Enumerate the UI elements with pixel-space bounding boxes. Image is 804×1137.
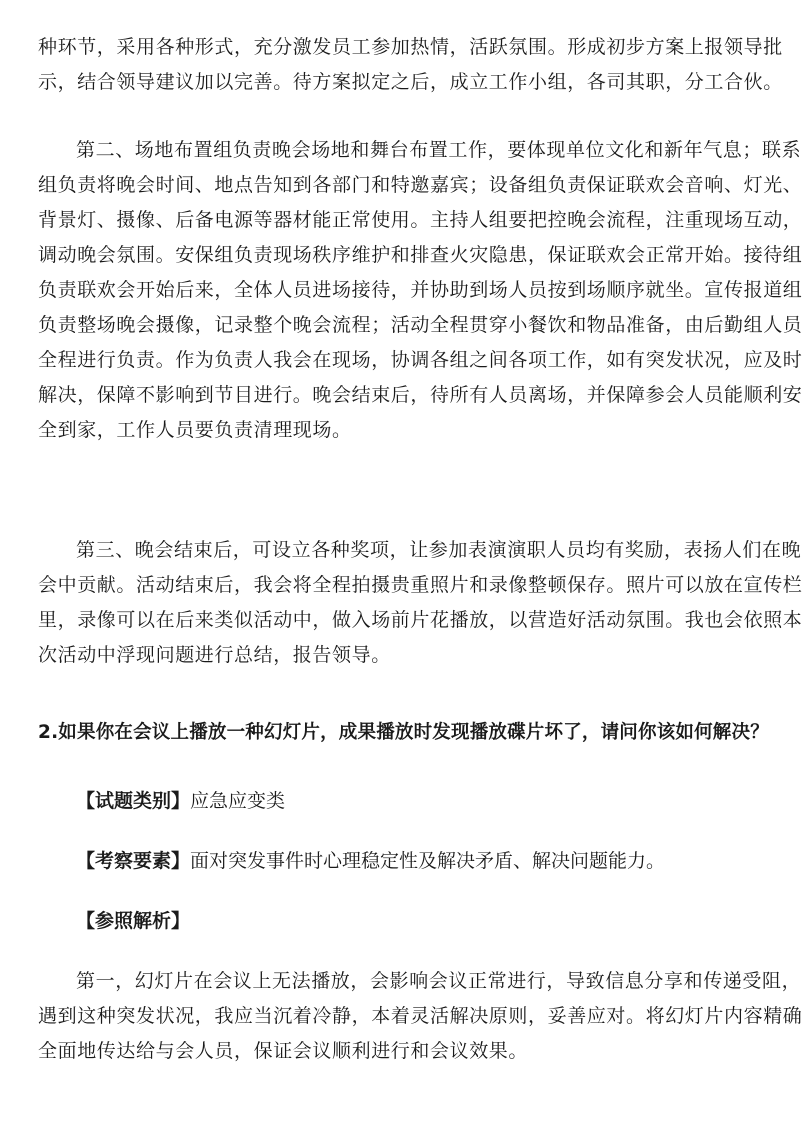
text-line: 调动晚会氛围。安保组负责现场秩序维护和排查火灾隐患，保证联欢会正常开始。接待组 [38, 244, 803, 266]
text-line: 背景灯、摄像、后备电源等器材能正常使用。主持人组要把控晚会流程，注重现场互动， [38, 209, 803, 231]
text-line: 负责整场晚会摄像，记录整个晚会流程；活动全程贯穿小餐饮和物品准备，由后勤组人员 [38, 314, 803, 336]
text-line: 第二、场地布置组负责晚会场地和舞台布置工作，要体现单位文化和新年气息；联系 [76, 139, 802, 161]
paragraph-plan-continuation [38, 30, 783, 100]
paragraph-analysis-first [38, 964, 803, 1069]
text-line: 遇到这种突发状况，我应当沉着冷静，本着灵活解决原则，妥善应对。将幻灯片内容精确 [38, 1005, 803, 1027]
text-line: 组负责将晚会时间、地点告知到各部门和特邀嘉宾；设备组负责保证联欢会音响、灯光、 [38, 174, 803, 196]
question-heading: 2.如果你在会议上播放一种幻灯片，成果播放时发现播放碟片坏了，请问你该如何解决？ [38, 722, 769, 743]
text-line: 种环节，采用各种形式，充分激发员工参加热情，活跃氛围。形成初步方案上报领导批 [38, 36, 783, 58]
text-line: 会中贡献。活动结束后，我会将全程拍摄贵重照片和录像整顿保存。照片可以放在宣传栏 [38, 574, 803, 596]
text-line: 第一，幻灯片在会议上无法播放，会影响会议正常进行，导致信息分享和传递受阻， [76, 970, 802, 992]
elements-label: 【考察要素】 [76, 850, 191, 872]
text-line: 全面地传达给与会人员，保证会议顺利进行和会议效果。 [38, 1040, 529, 1062]
question-category [76, 786, 285, 813]
text-line: 负责联欢会开始后来，全体人员进场接待，并协助到场人员按到场顺序就坐。宣传报道组 [38, 279, 803, 301]
text-line: 里，录像可以在后来类似活动中，做入场前片花播放，以营造好活动氛围。我也会依照本 [38, 609, 803, 631]
category-value: 应急应变类 [190, 790, 286, 812]
question-elements [76, 846, 665, 873]
text-line: 示，结合领导建议加以完善。待方案拟定之后，成立工作小组，各司其职，分工合伙。 [38, 71, 783, 93]
text-line: 解决，保障不影响到节目进行。晚会结束后，待所有人员离场，并保障参会人员能顺利安 [38, 384, 803, 406]
paragraph-second-step [38, 133, 803, 448]
analysis-label: 【参照解析】 [76, 910, 191, 932]
text-line: 次活动中浮现问题进行总结，报告领导。 [38, 644, 391, 666]
text-line: 第三、晚会结束后，可设立各种奖项，让参加表演演职人员均有奖励，表扬人们在晚 [76, 539, 802, 561]
elements-value: 面对突发事件时心理稳定性及解决矛盾、解决问题能力。 [190, 850, 666, 872]
paragraph-third-step [38, 533, 803, 673]
category-label: 【试题类别】 [76, 790, 191, 812]
text-line: 全到家，工作人员要负责清理现场。 [38, 419, 352, 441]
text-line: 全程进行负责。作为负责人我会在现场，协调各组之间各项工作，如有突发状况，应及时 [38, 349, 803, 371]
analysis-heading [76, 906, 190, 933]
